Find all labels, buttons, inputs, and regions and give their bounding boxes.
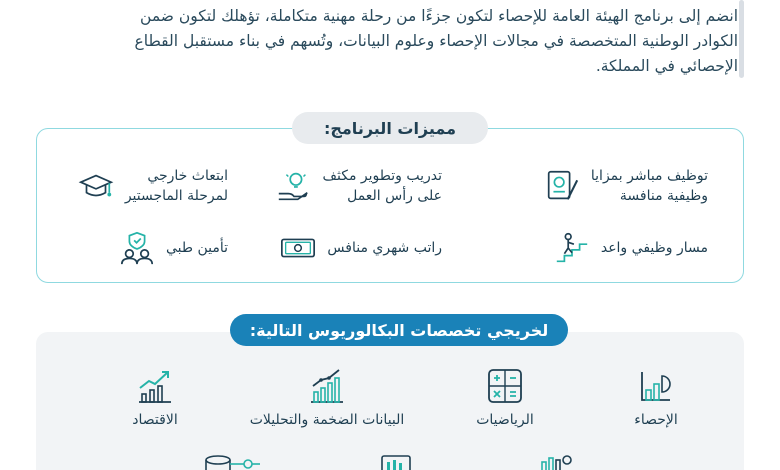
feature-direct-employment-line1: توظيف مباشر بمزايا	[590, 168, 708, 184]
intro-line-3: الإحصائي في المملكة.	[595, 57, 738, 75]
feature-scholarship-line1: ابتعاث خارجي	[147, 168, 228, 184]
feature-training	[275, 166, 443, 206]
intro-paragraph	[38, 4, 738, 79]
graduation-cap-icon	[77, 167, 115, 205]
major-mathematics	[460, 366, 550, 428]
medical-insurance-icon	[118, 229, 156, 267]
big-data-chart-icon	[307, 366, 347, 406]
feature-salary	[279, 229, 442, 267]
feature-medical-insurance	[118, 229, 228, 267]
database-network-icon	[200, 452, 264, 470]
intro-accent-bar	[739, 0, 744, 78]
economy-trend-icon	[135, 366, 175, 406]
feature-direct-employment	[543, 166, 708, 206]
statistics-chart-icon	[636, 366, 676, 406]
major-economics	[110, 366, 200, 428]
hand-lightbulb-icon	[275, 167, 313, 205]
feature-training-line1: تدريب وتطوير مكثف	[322, 168, 442, 184]
feature-direct-employment-line2: وظيفية منافسة	[619, 188, 708, 204]
majors-title: لخريجي تخصصات البكالوريوس التالية:	[230, 314, 568, 346]
major-economics-label: الاقتصاد	[132, 412, 178, 428]
bar-chart-icon	[538, 452, 574, 470]
feature-career-path-line1: مسار وظيفي واعد	[600, 240, 708, 256]
major-mathematics-label: الرياضيات	[476, 412, 534, 428]
major-big-data-label: البيانات الضخمة والتحليلات	[249, 412, 405, 428]
feature-scholarship-line2: لمرحلة الماجستير	[124, 188, 228, 204]
certificate-pen-icon	[543, 167, 581, 205]
math-calculator-icon	[485, 366, 525, 406]
major-big-data	[236, 366, 418, 428]
feature-training-line2: على رأس العمل	[347, 188, 442, 204]
feature-career-path	[553, 229, 708, 267]
major-statistics-label: الإحصاء	[634, 412, 678, 428]
banknote-icon	[279, 229, 317, 267]
intro-line-2: الكوادر الوطنية المتخصصة في مجالات الإحصاء وعلوم البيانات، وتُسهم في بناء مستقبل القطاع	[134, 32, 738, 50]
intro-line-1: انضم إلى برنامج الهيئة العامة للإحصاء لتكون جزءًا من رحلة مهنية متكاملة، تؤهلك لتكون ضمن	[140, 7, 738, 25]
feature-salary-line1: راتب شهري منافس	[327, 240, 442, 256]
career-stairs-icon	[553, 229, 591, 267]
feature-medical-insurance-line1: تأمين طبي	[165, 240, 228, 256]
features-title: مميزات البرنامج:	[292, 112, 488, 144]
major-statistics	[596, 366, 716, 428]
monitor-icon	[378, 452, 414, 470]
feature-scholarship	[77, 166, 228, 206]
